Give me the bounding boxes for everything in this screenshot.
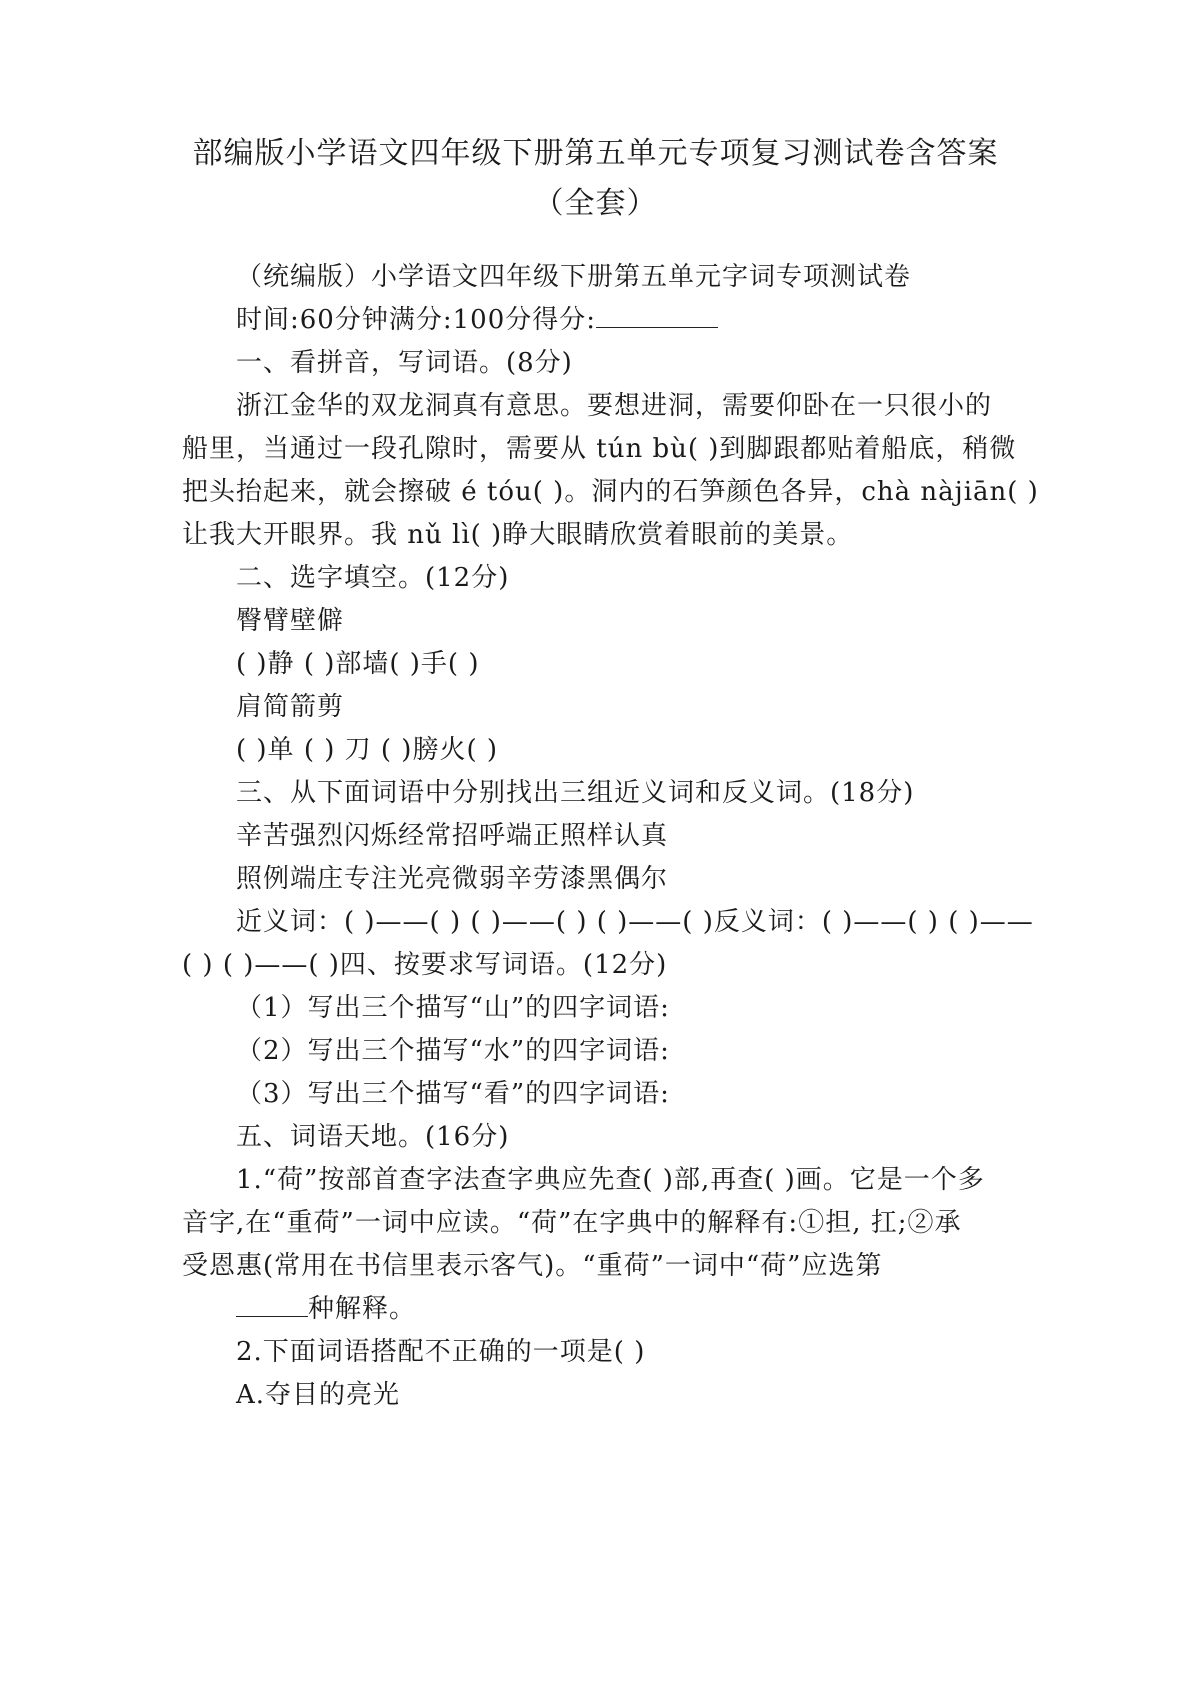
section-5-question-line: 1.“荷”按部首查字法查字典应先查( )部,再查( )画。它是一个多 [236,1165,985,1195]
character-set: 臀臂壁僻 [236,606,345,636]
section-4-question: （2）写出三个描写“水”的四字词语: [236,1036,670,1066]
word-list: 照例端庄专注光亮微弱辛劳漆黑偶尔 [236,864,669,894]
word-pairs-line: 近义词：( )——( ) ( )——( ) ( )——( )反义词：( )——( ) ( )—— [236,907,1034,937]
section-5-heading: 五、词语天地。(16分) [236,1122,510,1152]
character-set: 肩简箭剪 [236,692,345,722]
test-meta-text: 时间:60分钟满分:100分得分: [236,305,596,335]
fill-blank-line: ( )静 ( )部墙( )手( ) [236,649,480,679]
section-1-paragraph-line: 把头抬起来，就会擦破 é tóu( )。洞内的石笋颜色各异，chà nàjiān( ) [182,477,1039,507]
word-pairs-line: ( ) ( )——( )四、按要求写词语。(12分) [182,950,668,980]
document-title-suffix: （全套） [533,186,658,221]
section-2-heading: 二、选字填空。(12分) [236,563,510,593]
word-list: 辛苦强烈闪烁经常招呼端正照样认真 [236,821,669,851]
section-1-paragraph-line: 浙江金华的双龙洞真有意思。要想进洞，需要仰卧在一只很小的 [236,391,993,421]
section-1-paragraph-line: 让我大开眼界。我 nǔ lì( )睁大眼睛欣赏着眼前的美景。 [182,520,854,550]
section-5-question: 2.下面词语搭配不正确的一项是( ) [236,1337,646,1367]
section-5-question-line [236,1288,416,1325]
section-1-paragraph-line: 船里，当通过一段孔隙时，需要从 tún bù( )到脚跟都贴着船底，稍微 [182,434,1017,464]
answer-option: A.夺目的亮光 [236,1380,401,1410]
test-meta [236,299,718,336]
section-5-question-line: 音字,在“重荷”一词中应读。“荷”在字典中的解释有:①担, 扛;②承 [182,1208,962,1238]
section-4-question: （1）写出三个描写“山”的四字词语: [236,993,670,1023]
score-blank[interactable] [596,305,718,328]
answer-suffix: 种解释。 [308,1294,417,1324]
fill-blank-line: ( )单 ( ) 刀 ( )膀火( ) [236,735,499,765]
document-title: 部编版小学语文四年级下册第五单元专项复习测试卷含答案 [192,136,999,171]
answer-blank[interactable] [236,1294,308,1317]
section-3-heading: 三、从下面词语中分别找出三组近义词和反义词。(18分) [236,778,915,808]
section-5-question-line: 受恩惠(常用在书信里表示客气)。“重荷”一词中“荷”应选第 [182,1251,883,1281]
test-subtitle: （统编版）小学语文四年级下册第五单元字词专项测试卷 [236,262,912,292]
section-1-heading: 一、看拼音，写词语。(8分) [236,348,573,378]
section-4-question: （3）写出三个描写“看”的四字词语: [236,1079,670,1109]
